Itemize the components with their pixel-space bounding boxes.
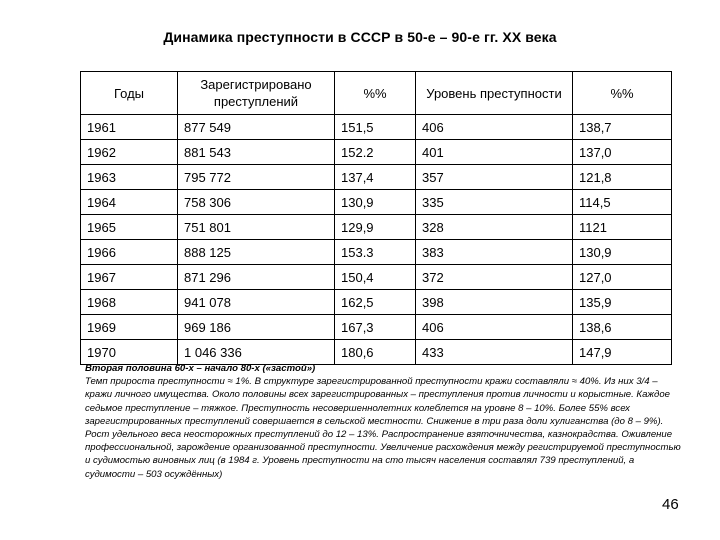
cell-percent-1: 167,3 <box>335 315 416 340</box>
cell-registered: 758 306 <box>178 190 335 215</box>
table-row <box>81 140 672 165</box>
page-number: 46 <box>662 496 679 513</box>
cell-percent-1: 129,9 <box>335 215 416 240</box>
crime-table <box>80 71 672 365</box>
notes-text: Темп прироста преступности ≈ 1%. В структуре зарегистрированной преступности кражи составляли ≈ 40%. Из них 3/4 – кражи личного имущества. Около половины всех зарегистрированных – преступления против личности и корыстные. Каждое седьмое преступление – тяжкое. Преступность несовершеннолетних колеблется на уровне 8 – 10%. Более 55% всех зарегистрированных преступлений совершается в сельской местности. Снижение в три раза доли хулиганства (до 8 – 9%). Рост удельного веса неосторожных преступлений до 12 – 13%. Распространение взяточничества, казнокрадства. Оживление профессиональной, зарождение организованной преступности. Увеличение расхождения между регистрируемой преступностью и судимостью виновных лиц (в 1984 г. Уровень преступности на сто тысяч населения составлял 739 преступлений, а судимости – 503 осуждённых) <box>85 376 681 480</box>
header-registered-crimes: Зарегистрировано преступлений <box>178 72 335 115</box>
header-percent-2: %% <box>573 72 672 115</box>
cell-percent-2: 121,8 <box>573 165 672 190</box>
cell-percent-2: 138,7 <box>573 115 672 140</box>
cell-level: 335 <box>416 190 573 215</box>
cell-percent-2: 127,0 <box>573 265 672 290</box>
notes-block <box>85 362 685 481</box>
table-row <box>81 340 672 365</box>
cell-level: 433 <box>416 340 573 365</box>
cell-year: 1967 <box>81 265 178 290</box>
table-row <box>81 240 672 265</box>
cell-registered: 795 772 <box>178 165 335 190</box>
table-row <box>81 315 672 340</box>
cell-percent-2: 114,5 <box>573 190 672 215</box>
cell-year: 1969 <box>81 315 178 340</box>
cell-percent-1: 162,5 <box>335 290 416 315</box>
table-row <box>81 190 672 215</box>
cell-percent-1: 180,6 <box>335 340 416 365</box>
header-years: Годы <box>81 72 178 115</box>
cell-level: 406 <box>416 315 573 340</box>
cell-year: 1962 <box>81 140 178 165</box>
cell-level: 383 <box>416 240 573 265</box>
notes-heading: Вторая половина 60-х – начало 80-х («застой») <box>85 363 316 374</box>
cell-year: 1968 <box>81 290 178 315</box>
cell-registered: 941 078 <box>178 290 335 315</box>
cell-registered: 969 186 <box>178 315 335 340</box>
cell-level: 328 <box>416 215 573 240</box>
cell-registered: 888 125 <box>178 240 335 265</box>
header-crime-level: Уровень преступности <box>416 72 573 115</box>
cell-registered: 877 549 <box>178 115 335 140</box>
cell-level: 401 <box>416 140 573 165</box>
cell-year: 1966 <box>81 240 178 265</box>
table-row <box>81 290 672 315</box>
cell-year: 1965 <box>81 215 178 240</box>
cell-percent-2: 135,9 <box>573 290 672 315</box>
cell-level: 372 <box>416 265 573 290</box>
cell-registered: 881 543 <box>178 140 335 165</box>
cell-registered: 1 046 336 <box>178 340 335 365</box>
cell-year: 1970 <box>81 340 178 365</box>
table-header-row <box>81 72 672 115</box>
table-row <box>81 165 672 190</box>
cell-registered: 871 296 <box>178 265 335 290</box>
cell-year: 1963 <box>81 165 178 190</box>
cell-level: 398 <box>416 290 573 315</box>
cell-percent-1: 152.2 <box>335 140 416 165</box>
cell-percent-1: 151,5 <box>335 115 416 140</box>
cell-percent-1: 137,4 <box>335 165 416 190</box>
header-percent-1: %% <box>335 72 416 115</box>
cell-level: 357 <box>416 165 573 190</box>
cell-registered: 751 801 <box>178 215 335 240</box>
cell-percent-2: 130,9 <box>573 240 672 265</box>
table-row <box>81 265 672 290</box>
cell-year: 1964 <box>81 190 178 215</box>
cell-percent-2: 147,9 <box>573 340 672 365</box>
cell-percent-1: 130,9 <box>335 190 416 215</box>
table-body <box>81 115 672 365</box>
cell-percent-2: 138,6 <box>573 315 672 340</box>
cell-year: 1961 <box>81 115 178 140</box>
cell-percent-1: 150,4 <box>335 265 416 290</box>
table-row <box>81 115 672 140</box>
cell-level: 406 <box>416 115 573 140</box>
cell-percent-1: 153.3 <box>335 240 416 265</box>
cell-percent-2: 1121 <box>573 215 672 240</box>
page-title: Динамика преступности в СССР в 50-е – 90-е гг. XX века <box>163 29 557 45</box>
table-row <box>81 215 672 240</box>
cell-percent-2: 137,0 <box>573 140 672 165</box>
